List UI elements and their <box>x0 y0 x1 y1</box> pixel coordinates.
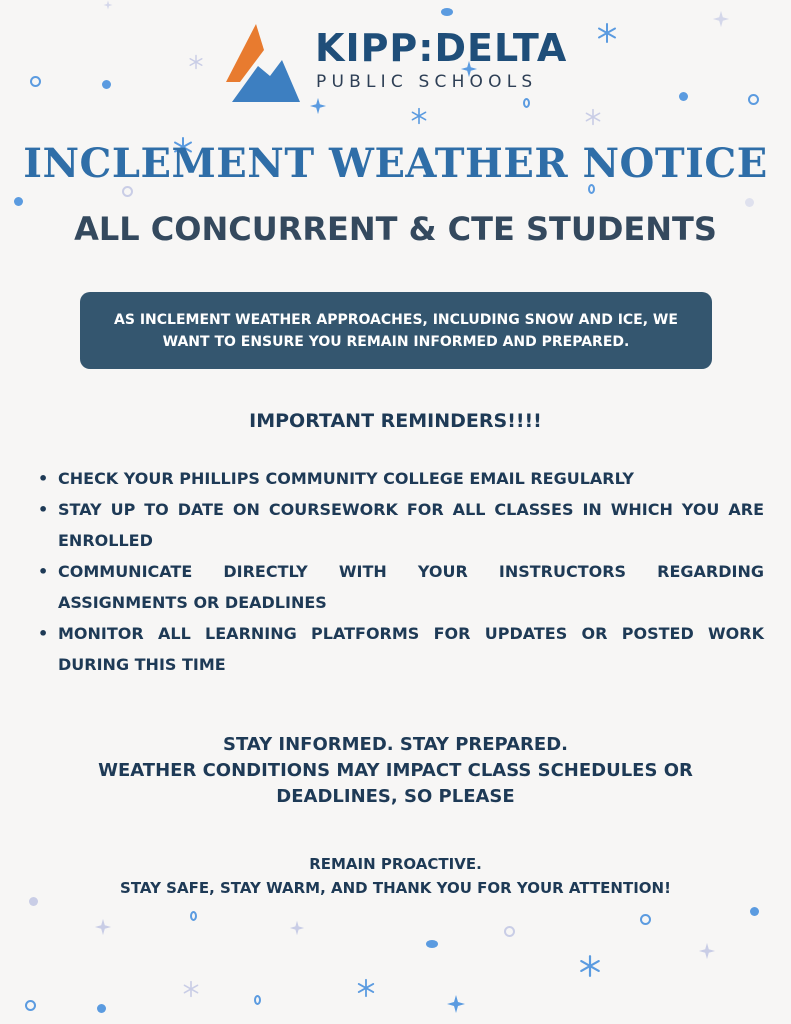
kipp-delta-logo <box>218 22 578 104</box>
reminders-list <box>38 463 764 680</box>
list-item-text: STAY UP TO DATE ON COURSEWORK FOR ALL CLASSES IN WHICH YOU ARE ENROLLED <box>58 500 764 550</box>
bullet-icon: • <box>38 562 49 581</box>
list-item <box>38 463 764 494</box>
snow-dot <box>97 1004 106 1013</box>
banner-line-1: AS INCLEMENT WEATHER APPROACHES, INCLUDING SNOW AND ICE, WE <box>114 311 678 328</box>
list-item <box>38 618 764 680</box>
snow-oval <box>190 911 197 921</box>
sparkle-icon <box>446 994 466 1014</box>
snowflake-icon <box>410 107 428 125</box>
sparkle-icon <box>100 0 116 10</box>
snow-ring <box>25 1000 36 1011</box>
reminders-heading: IMPORTANT REMINDERS!!!! <box>249 410 542 432</box>
snowflake-icon <box>578 954 602 978</box>
signoff-line-2: STAY SAFE, STAY WARM, AND THANK YOU FOR YOUR ATTENTION! <box>120 879 671 897</box>
snowflake-icon <box>596 22 618 44</box>
list-item <box>38 494 764 556</box>
snowflake-icon <box>356 978 376 998</box>
list-item-text: COMMUNICATE DIRECTLY WITH YOUR INSTRUCTORS REGARDING ASSIGNMENTS OR DEADLINES <box>58 562 764 612</box>
intro-banner <box>80 292 712 369</box>
notice-title: INCLEMENT WEATHER NOTICE <box>23 140 768 187</box>
closing-line-1: STAY INFORMED. STAY PREPARED. <box>223 734 568 755</box>
snow-dot <box>441 8 453 16</box>
sparkle-icon <box>94 918 112 936</box>
snow-ring <box>30 76 41 87</box>
snow-dot <box>102 80 111 89</box>
sparkle-icon <box>712 10 730 28</box>
logo-subtitle: PUBLIC SCHOOLS <box>316 72 538 92</box>
signoff-message <box>0 852 791 900</box>
snow-dot <box>426 940 438 948</box>
snow-dot <box>745 198 754 207</box>
banner-line-2: WANT TO ENSURE YOU REMAIN INFORMED AND PREPARED. <box>162 333 630 350</box>
snow-ring <box>640 914 651 925</box>
sparkle-icon <box>289 920 305 936</box>
snow-ring <box>504 926 515 937</box>
list-item-text: MONITOR ALL LEARNING PLATFORMS FOR UPDATES OR POSTED WORK DURING THIS TIME <box>58 624 764 674</box>
signoff-line-1: REMAIN PROACTIVE. <box>309 855 482 873</box>
bullet-icon: • <box>38 624 49 643</box>
kipp-delta-mountain-icon <box>218 22 302 102</box>
snow-ring <box>748 94 759 105</box>
sparkle-icon <box>698 942 716 960</box>
list-item <box>38 556 764 618</box>
snow-dot <box>14 197 23 206</box>
snow-ring <box>122 186 133 197</box>
snow-dot <box>679 92 688 101</box>
snow-oval <box>254 995 261 1005</box>
bullet-icon: • <box>38 469 49 488</box>
closing-message <box>0 732 791 810</box>
logo-wordmark: KIPP:DELTA <box>315 26 568 70</box>
snowflake-icon <box>188 54 204 70</box>
snowflake-icon <box>584 108 602 126</box>
notice-subtitle: ALL CONCURRENT & CTE STUDENTS <box>74 210 717 248</box>
bullet-icon: • <box>38 500 49 519</box>
closing-line-2: WEATHER CONDITIONS MAY IMPACT CLASS SCHEDULES OR <box>98 760 693 781</box>
snow-dot <box>750 907 759 916</box>
closing-line-3: DEADLINES, SO PLEASE <box>276 786 515 807</box>
snowflake-icon <box>182 980 200 998</box>
list-item-text: CHECK YOUR PHILLIPS COMMUNITY COLLEGE EMAIL REGULARLY <box>58 469 634 488</box>
